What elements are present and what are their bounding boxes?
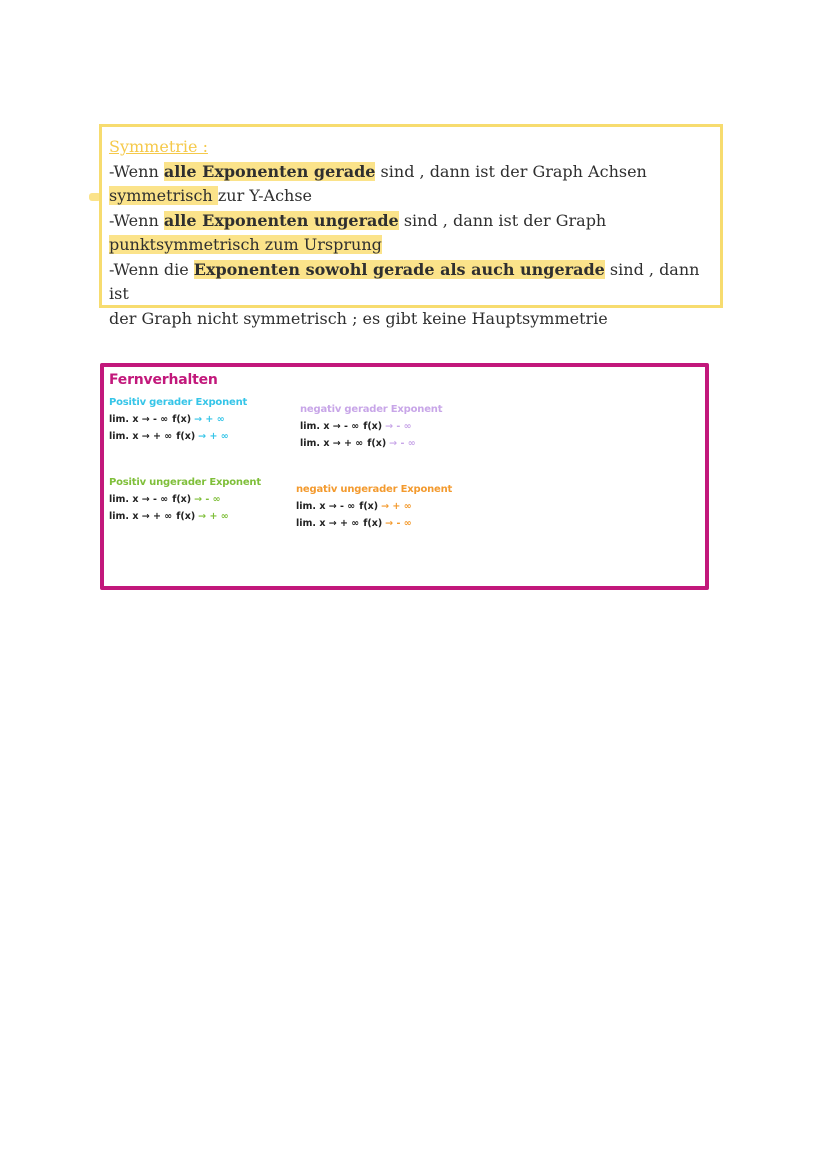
limit-result: → - ∞ xyxy=(385,421,412,432)
symmetrie-line-4 xyxy=(109,233,720,258)
limit-expr: lim. x → + ∞ xyxy=(300,438,364,449)
symmetrie-line-6 xyxy=(109,307,720,332)
highlighted-text: punktsymmetrisch zum Ursprung xyxy=(109,235,382,254)
function-expr: f(x) xyxy=(359,501,379,512)
limit-row xyxy=(296,518,452,529)
symmetrie-line-1 xyxy=(109,160,720,185)
limit-row xyxy=(109,511,261,522)
limit-row xyxy=(109,494,261,505)
group-positiv-ungerade xyxy=(109,477,261,522)
line-text: der Graph nicht symmetrisch ; es gibt keine Hauptsymmetrie xyxy=(109,308,608,328)
limit-row xyxy=(300,421,442,432)
fernverhalten-box xyxy=(100,363,709,590)
limit-row xyxy=(109,431,247,442)
highlighted-text: alle Exponenten ungerade xyxy=(163,210,399,230)
symmetrie-title: Symmetrie : xyxy=(109,137,208,156)
group-heading: Positiv gerader Exponent xyxy=(109,397,248,408)
function-expr: f(x) xyxy=(172,494,192,505)
limit-expr: lim. x → - ∞ xyxy=(109,414,169,425)
limit-result: → + ∞ xyxy=(198,511,229,522)
function-expr: f(x) xyxy=(176,511,196,522)
limit-result: → + ∞ xyxy=(381,501,412,512)
group-negativ-ungerade xyxy=(296,484,452,529)
limit-expr: lim. x → - ∞ xyxy=(296,501,356,512)
group-positiv-gerade xyxy=(109,397,247,442)
group-negativ-gerade xyxy=(300,404,442,449)
limit-expr: lim. x → + ∞ xyxy=(109,511,173,522)
limit-result: → - ∞ xyxy=(194,494,221,505)
line-text: -Wenn xyxy=(109,161,164,181)
limit-result: → - ∞ xyxy=(385,518,412,529)
limit-expr: lim. x → + ∞ xyxy=(109,431,173,442)
group-heading: negativ ungerader Exponent xyxy=(296,484,453,495)
line-text: -Wenn xyxy=(109,210,164,230)
limit-expr: lim. x → + ∞ xyxy=(296,518,360,529)
function-expr: f(x) xyxy=(367,438,387,449)
highlighted-text: Exponenten sowohl gerade als auch ungerade xyxy=(193,259,605,279)
function-expr: f(x) xyxy=(363,518,383,529)
limit-row xyxy=(296,501,452,512)
function-expr: f(x) xyxy=(176,431,196,442)
limit-expr: lim. x → - ∞ xyxy=(300,421,360,432)
symmetrie-line-5 xyxy=(109,258,720,307)
highlighted-text: alle Exponenten gerade xyxy=(163,161,376,181)
group-heading: Positiv ungerader Exponent xyxy=(109,477,261,488)
line-text: zur Y-Achse xyxy=(217,186,313,205)
limit-expr: lim. x → - ∞ xyxy=(109,494,169,505)
limit-row xyxy=(109,414,247,425)
symmetrie-box xyxy=(99,124,723,328)
symmetrie-line-3 xyxy=(109,209,720,234)
fernverhalten-title: Fernverhalten xyxy=(109,372,218,388)
line-text: sind , dann ist xyxy=(109,259,700,303)
group-heading: negativ gerader Exponent xyxy=(300,404,443,415)
line-text: sind , dann ist der Graph xyxy=(398,210,607,230)
function-expr: f(x) xyxy=(172,414,192,425)
line-text: sind , dann ist der Graph Achsen xyxy=(375,161,647,181)
limit-result: → + ∞ xyxy=(194,414,225,425)
limit-result: → - ∞ xyxy=(389,438,416,449)
limit-result: → + ∞ xyxy=(198,431,229,442)
line-text: -Wenn die xyxy=(109,259,194,279)
highlighted-text: symmetrisch xyxy=(109,186,218,205)
limit-row xyxy=(300,438,442,449)
symmetrie-line-2 xyxy=(109,184,720,209)
function-expr: f(x) xyxy=(363,421,383,432)
